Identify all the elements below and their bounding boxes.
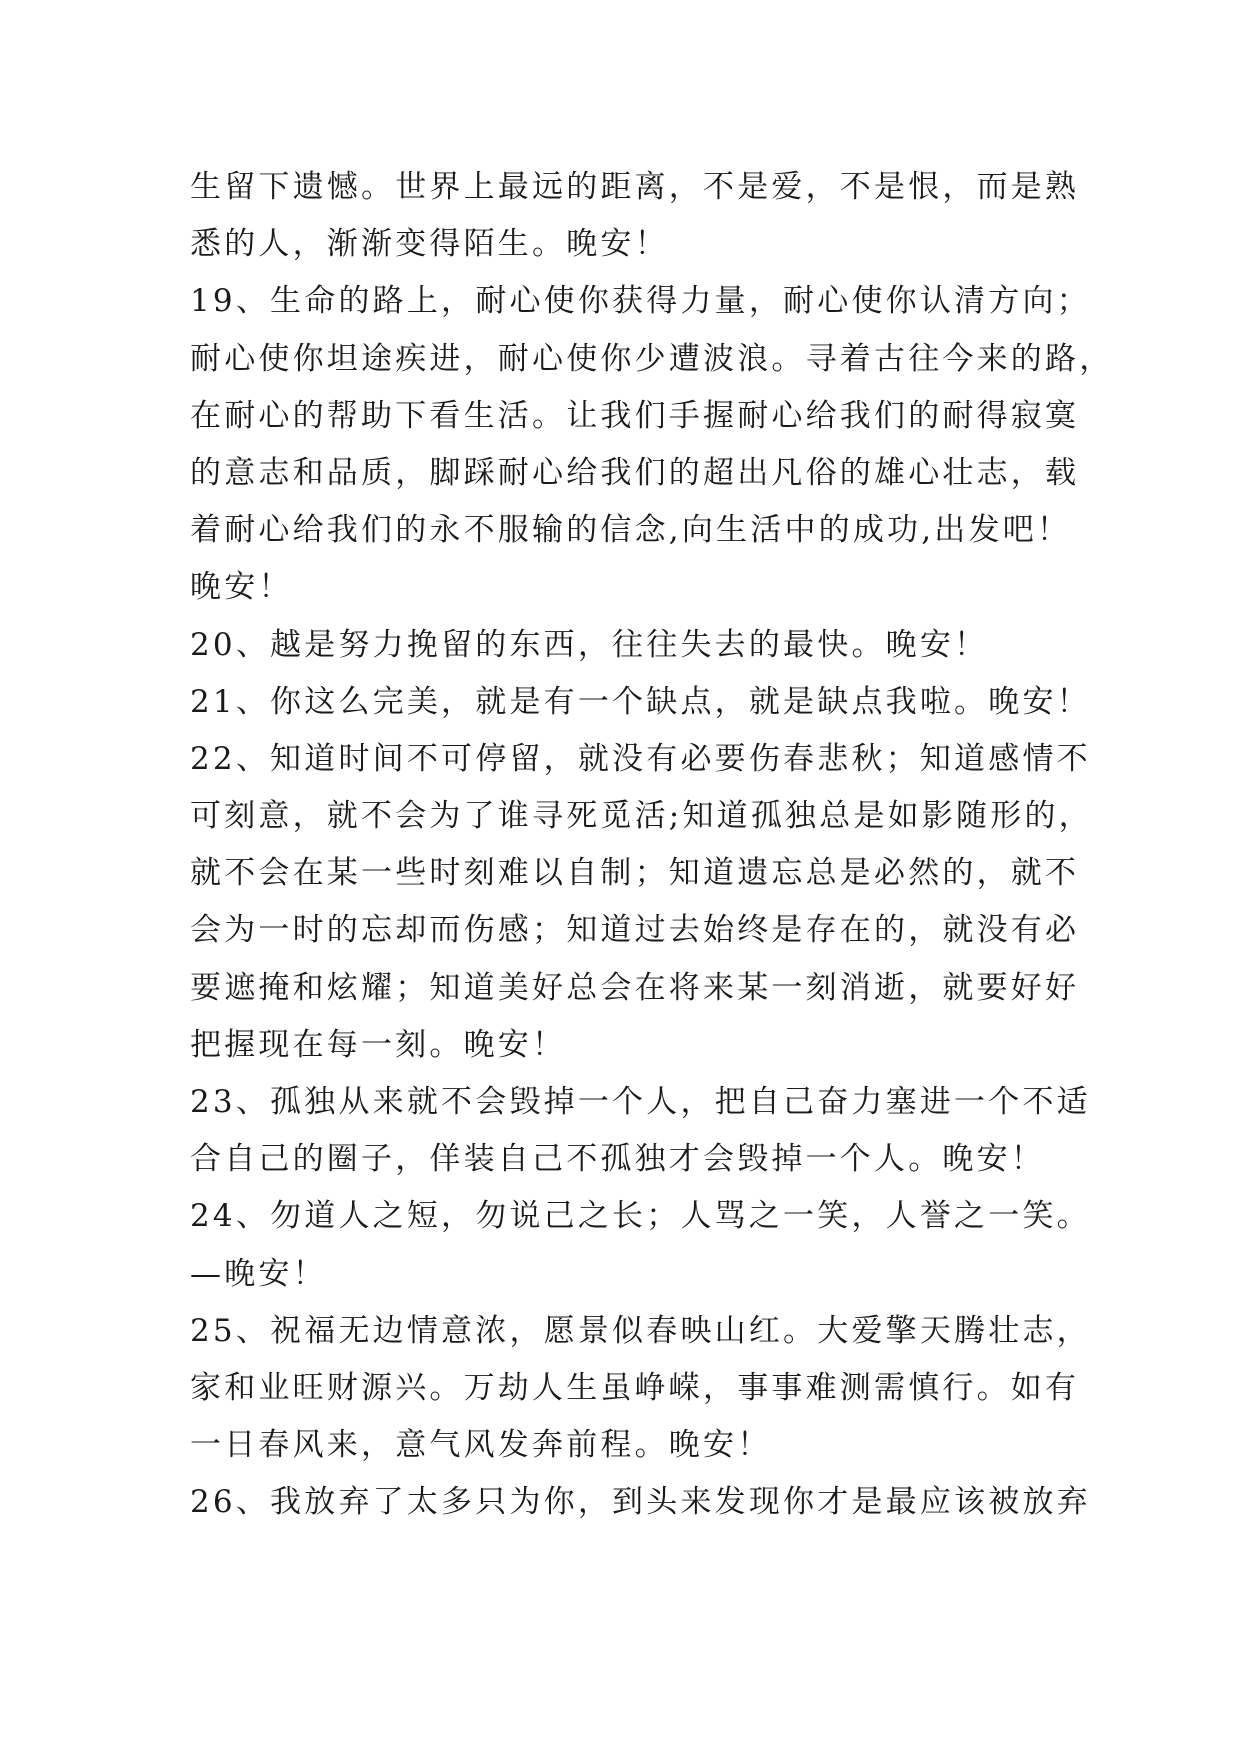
text-line: 耐心使你坦途疾进，耐心使你少遭波浪。寻着古往今来的路， [190,340,1114,377]
text-line: 着耐心给我们的永不服输的信念,向生活中的成功,出发吧！ [190,512,1072,549]
text-line: 把握现在每一刻。晚安！ [190,1026,567,1063]
text-line: 23、孤独从来就不会毁掉一个人，把自己奋力塞进一个不适 [190,1084,1091,1120]
text-line: 要遮掩和炫耀；知道美好总会在将来某一刻消逝，就要好好 [190,969,1080,1006]
text-line: 26、我放弃了太多只为你，到头来发现你才是最应该被放弃 [190,1484,1091,1521]
text-line: 生留下遗憾。世界上最远的距离，不是爱，不是恨，而是熟 [190,169,1080,205]
text-line: 一日春风来，意气风发奔前程。晚安！ [190,1427,772,1464]
text-line: 会为一时的忘却而伤感；知道过去始终是存在的，就没有必 [190,912,1080,949]
text-line: 就不会在某一些时刻难以自制；知道遗忘总是必然的，就不 [190,855,1080,892]
body-text [190,159,1114,1532]
text-line: 20、越是努力挽留的东西，往往失去的最快。晚安！ [190,626,989,663]
text-line: 的意志和品质，脚踩耐心给我们的超出凡俗的雄心壮志，载 [190,454,1080,491]
text-line: 21、你这么完美，就是有一个缺点，就是缺点我啦。晚安！ [190,683,1091,720]
text-line: —晚安！ [190,1255,327,1292]
text-line: 家和业旺财源兴。万劫人生虽峥嵘，事事难测需慎行。如有 [190,1369,1080,1406]
text-line: 24、勿道人之短，勿说己之长；人骂之一笑，人誉之一笑。 [190,1198,1091,1235]
text-line: 可刻意，就不会为了谁寻死觅活;知道孤独总是如影随形的， [190,798,1093,835]
text-line: 22、知道时间不可停留，就没有必要伤春悲秋；知道感情不 [190,740,1091,777]
text-line: 19、生命的路上，耐心使你获得力量，耐心使你认清方向； [190,283,1091,320]
text-line: 合自己的圈子，佯装自己不孤独才会毁掉一个人。晚安！ [190,1141,1045,1178]
text-line: 在耐心的帮助下看生活。让我们手握耐心给我们的耐得寂寞 [190,397,1080,434]
text-line: 晚安！ [190,569,293,606]
text-line: 25、祝福无边情意浓，愿景似春映山红。大爱擎天腾壮志， [190,1312,1091,1349]
text-line: 悉的人，渐渐变得陌生。晚安！ [190,226,669,263]
